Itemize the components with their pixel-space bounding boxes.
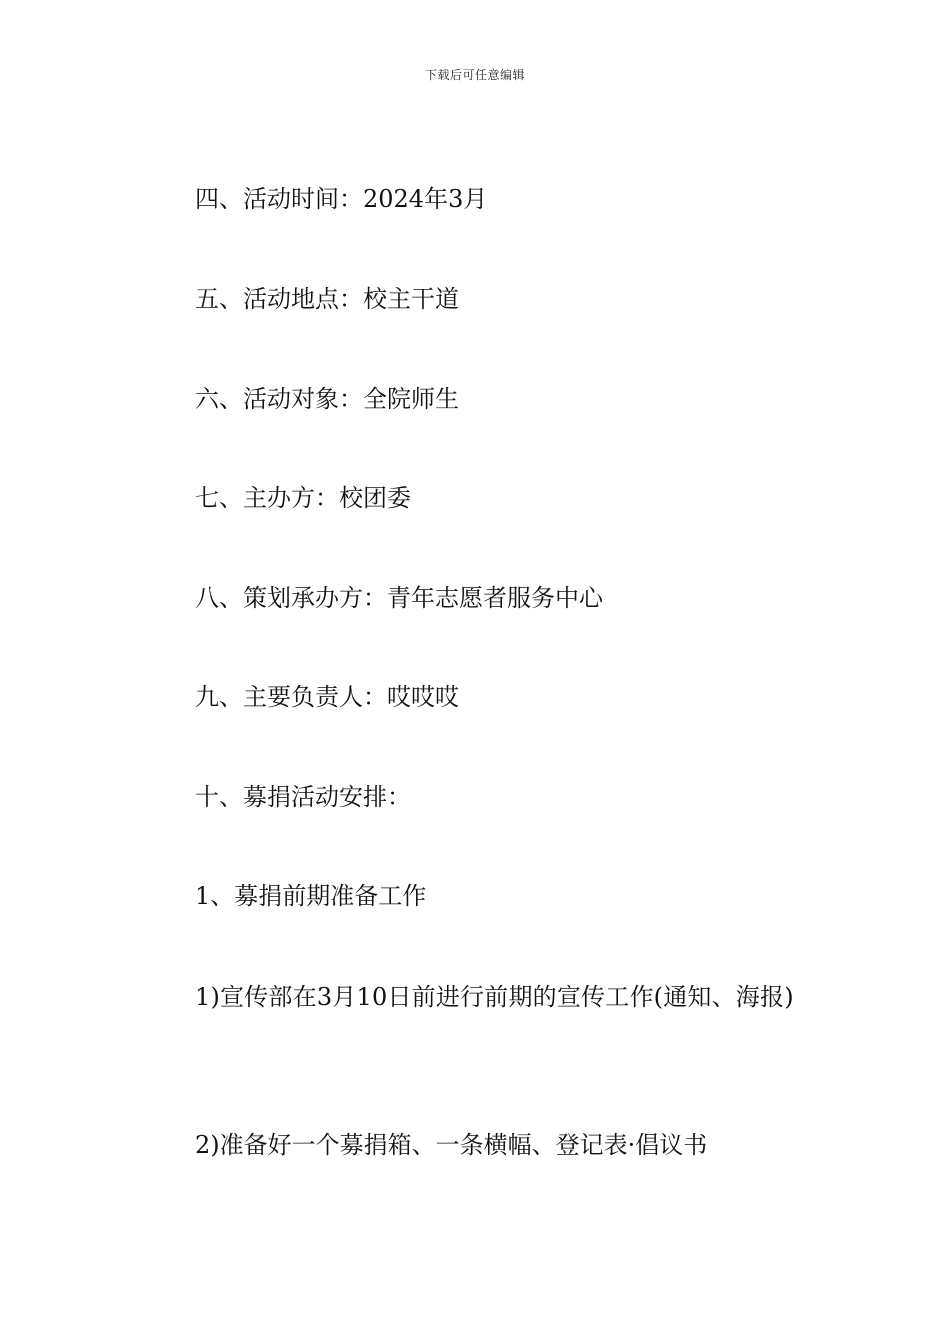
- section-planner: 八、策划承办方：青年志愿者服务中心: [195, 584, 603, 612]
- subsection-preparation: 1、募捐前期准备工作: [195, 882, 427, 910]
- section-activity-location: 五、活动地点：校主干道: [195, 285, 459, 313]
- section-fundraising-arrangement: 十、募捐活动安排：: [195, 783, 411, 811]
- section-responsible-person: 九、主要负责人：哎哎哎: [195, 683, 459, 711]
- item-materials: 2)准备好一个募捐箱、一条横幅、登记表·倡议书: [195, 1131, 708, 1159]
- page-header: 下载后可任意编辑: [424, 68, 525, 82]
- section-activity-time: 四、活动时间：2024年3月: [195, 185, 488, 213]
- section-activity-target: 六、活动对象：全院师生: [195, 385, 459, 413]
- section-organizer: 七、主办方：校团委: [195, 484, 411, 512]
- item-publicity: 1)宣传部在3月10日前进行前期的宣传工作(通知、海报): [195, 983, 794, 1011]
